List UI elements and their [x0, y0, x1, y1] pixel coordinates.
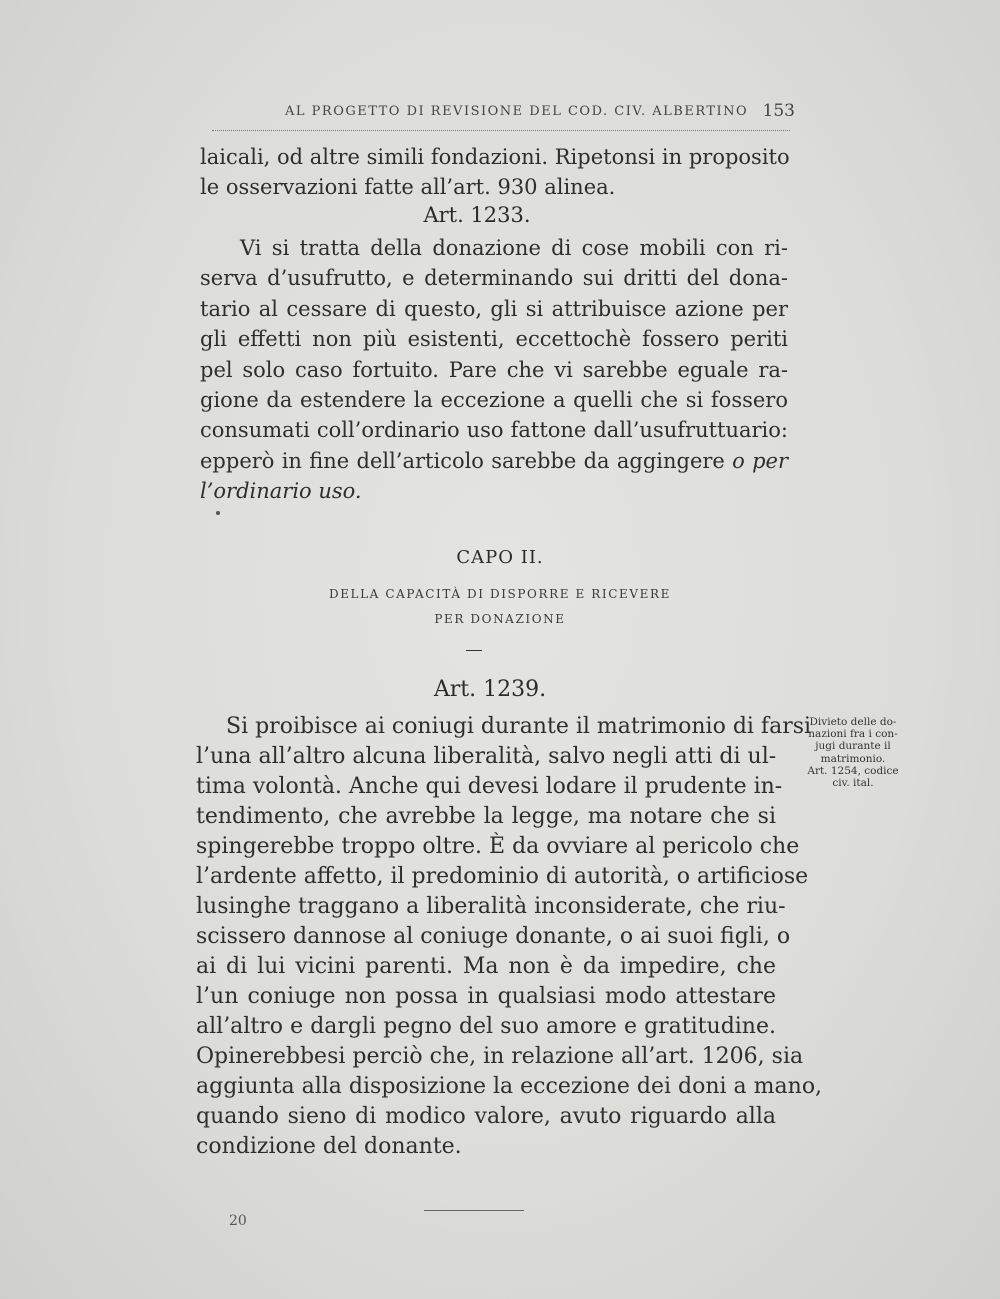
text-line: laicali, od altre simili fondazioni. Ripetonsi in proposito [200, 145, 790, 169]
paragraph-continuation [200, 142, 788, 203]
text-line: serva d’usufrutto, e determinando sui dritti del dona- [200, 266, 788, 291]
chapter-title: CAPO II. [456, 547, 544, 568]
text-line: quando sieno di modico valore, avuto riguardo alla [196, 1104, 776, 1129]
article-heading-1233: Art. 1233. [423, 203, 531, 227]
text-line: l’un coniuge non possa in qualsiasi modo attestare [196, 984, 776, 1009]
text-line: tendimento, che avrebbe la legge, ma notare che si [196, 804, 776, 829]
text-line: spingerebbe troppo oltre. È da ovviare al pericolo che [196, 834, 800, 859]
text-line: lusinghe traggano a liberalità inconsiderate, che riu- [196, 894, 786, 919]
text-line: consumati coll’ordinario uso fattone dall’usufruttuario: [200, 418, 788, 443]
article-1233-body [200, 233, 788, 507]
article-heading-1239: Art. 1239. [433, 677, 547, 702]
italic-phrase: o per [732, 448, 788, 473]
text-line: tario al cessare di questo, gli si attribuisce azione per [200, 296, 788, 321]
margin-note-line: Divieto delle do- [809, 716, 897, 728]
running-head-title: AL PROGETTO DI REVISIONE DEL COD. CIV. ALBERTINO [285, 104, 749, 119]
text-line: ai di lui vicini parenti. Ma non è da impedire, che [196, 954, 776, 979]
section-rule [466, 650, 482, 651]
text-line: Vi si tratta della donazione di cose mobili con ri- [240, 236, 788, 260]
chapter-subtitle: DELLA CAPACITÀ DI DISPORRE E RICEVERE [328, 587, 672, 601]
margin-note-line: Art. 1254, codice [807, 764, 899, 777]
header-rule [212, 130, 790, 131]
text-line: Opinerebbesi perciò che, in relazione all’art. 1206, sia [196, 1044, 804, 1069]
signature-mark: 20 [229, 1213, 247, 1229]
text-line: gione da estendere la eccezione a quelli che si fossero [200, 388, 788, 413]
text-line: le osservazioni fatte all’art. 930 alinea. [200, 175, 616, 200]
text-line: l’una all’altro alcuna liberalità, salvo negli atti di ul- [196, 744, 777, 769]
text-line: pel solo caso fortuito. Pare che vi sarebbe eguale ra- [200, 357, 788, 382]
text-segment: epperò in fine dell’articolo sarebbe da aggingere [200, 448, 725, 473]
text-line: tima volontà. Anche qui devesi lodare il prudente in- [196, 774, 783, 799]
text-line: Si proibisce ai coniugi durante il matrimonio di farsi [226, 714, 812, 739]
text-line: l’ardente affetto, il predominio di autorità, o artificiose [196, 864, 809, 889]
page-number: 153 [762, 101, 795, 121]
footer-rule [424, 1210, 524, 1211]
text-line-with-italic [200, 446, 788, 476]
text-line: condizione del donante. [196, 1134, 462, 1159]
text-line: gli effetti non più esistenti, eccettochè fossero periti [200, 327, 788, 352]
article-1239-body [196, 712, 823, 1162]
chapter-subtitle: PER DONAZIONE [434, 612, 566, 626]
text-line [200, 476, 788, 506]
text-line: scissero dannose al coniuge donante, o ai suoi figli, o [196, 924, 791, 949]
margin-note-line: nazioni fra i con- [808, 728, 898, 741]
text-line: aggiunta alla disposizione la eccezione dei doni a mano, [196, 1074, 823, 1099]
italic-phrase: l’ordinario uso. [200, 479, 362, 504]
margin-note-line: civ. ital. [832, 777, 874, 790]
ink-speck [216, 511, 220, 515]
margin-note-line: matrimonio. [820, 752, 886, 765]
margin-note [794, 716, 912, 789]
text-line: all’altro e dargli pegno del suo amore e gratitudine. [196, 1014, 776, 1039]
margin-note-line: jugi durante il [815, 740, 891, 753]
